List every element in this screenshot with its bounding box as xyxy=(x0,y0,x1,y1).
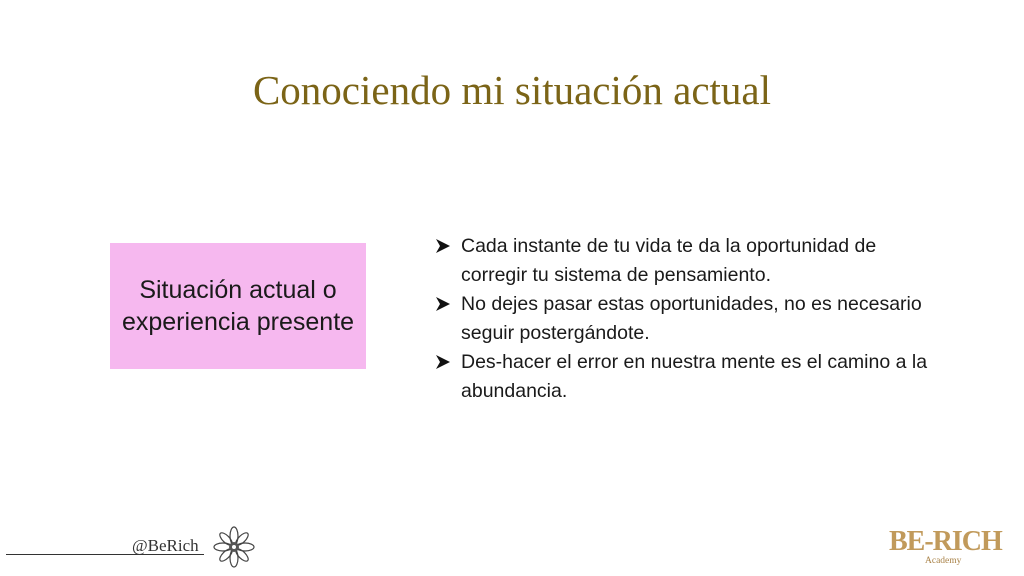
flower-mandala-icon xyxy=(212,525,256,569)
brand-logo xyxy=(889,526,1009,566)
brand-name: BE-RICH xyxy=(889,526,1002,557)
bullet-item xyxy=(433,290,938,348)
situation-box-text: Situación actual o experiencia presente xyxy=(121,276,355,336)
slide-title: Conociendo mi situación actual xyxy=(252,67,772,113)
situation-box xyxy=(110,243,366,369)
bullet-text: No dejes pasar estas oportunidades, no es necesario seguir postergándote. xyxy=(461,293,922,344)
arrow-bullet-icon xyxy=(435,354,451,370)
brand-subtitle: Academy xyxy=(925,556,962,566)
bullet-list xyxy=(433,232,938,406)
bullet-item xyxy=(433,348,938,406)
bullet-item xyxy=(433,232,938,290)
arrow-bullet-icon xyxy=(435,296,451,312)
social-handle: @BeRich xyxy=(132,536,199,555)
bullet-text: Cada instante de tu vida te da la oportunidad de corregir tu sistema de pensamiento. xyxy=(461,235,877,286)
bullet-text: Des-hacer el error en nuestra mente es el camino a la abundancia. xyxy=(461,351,928,402)
arrow-bullet-icon xyxy=(435,238,451,254)
